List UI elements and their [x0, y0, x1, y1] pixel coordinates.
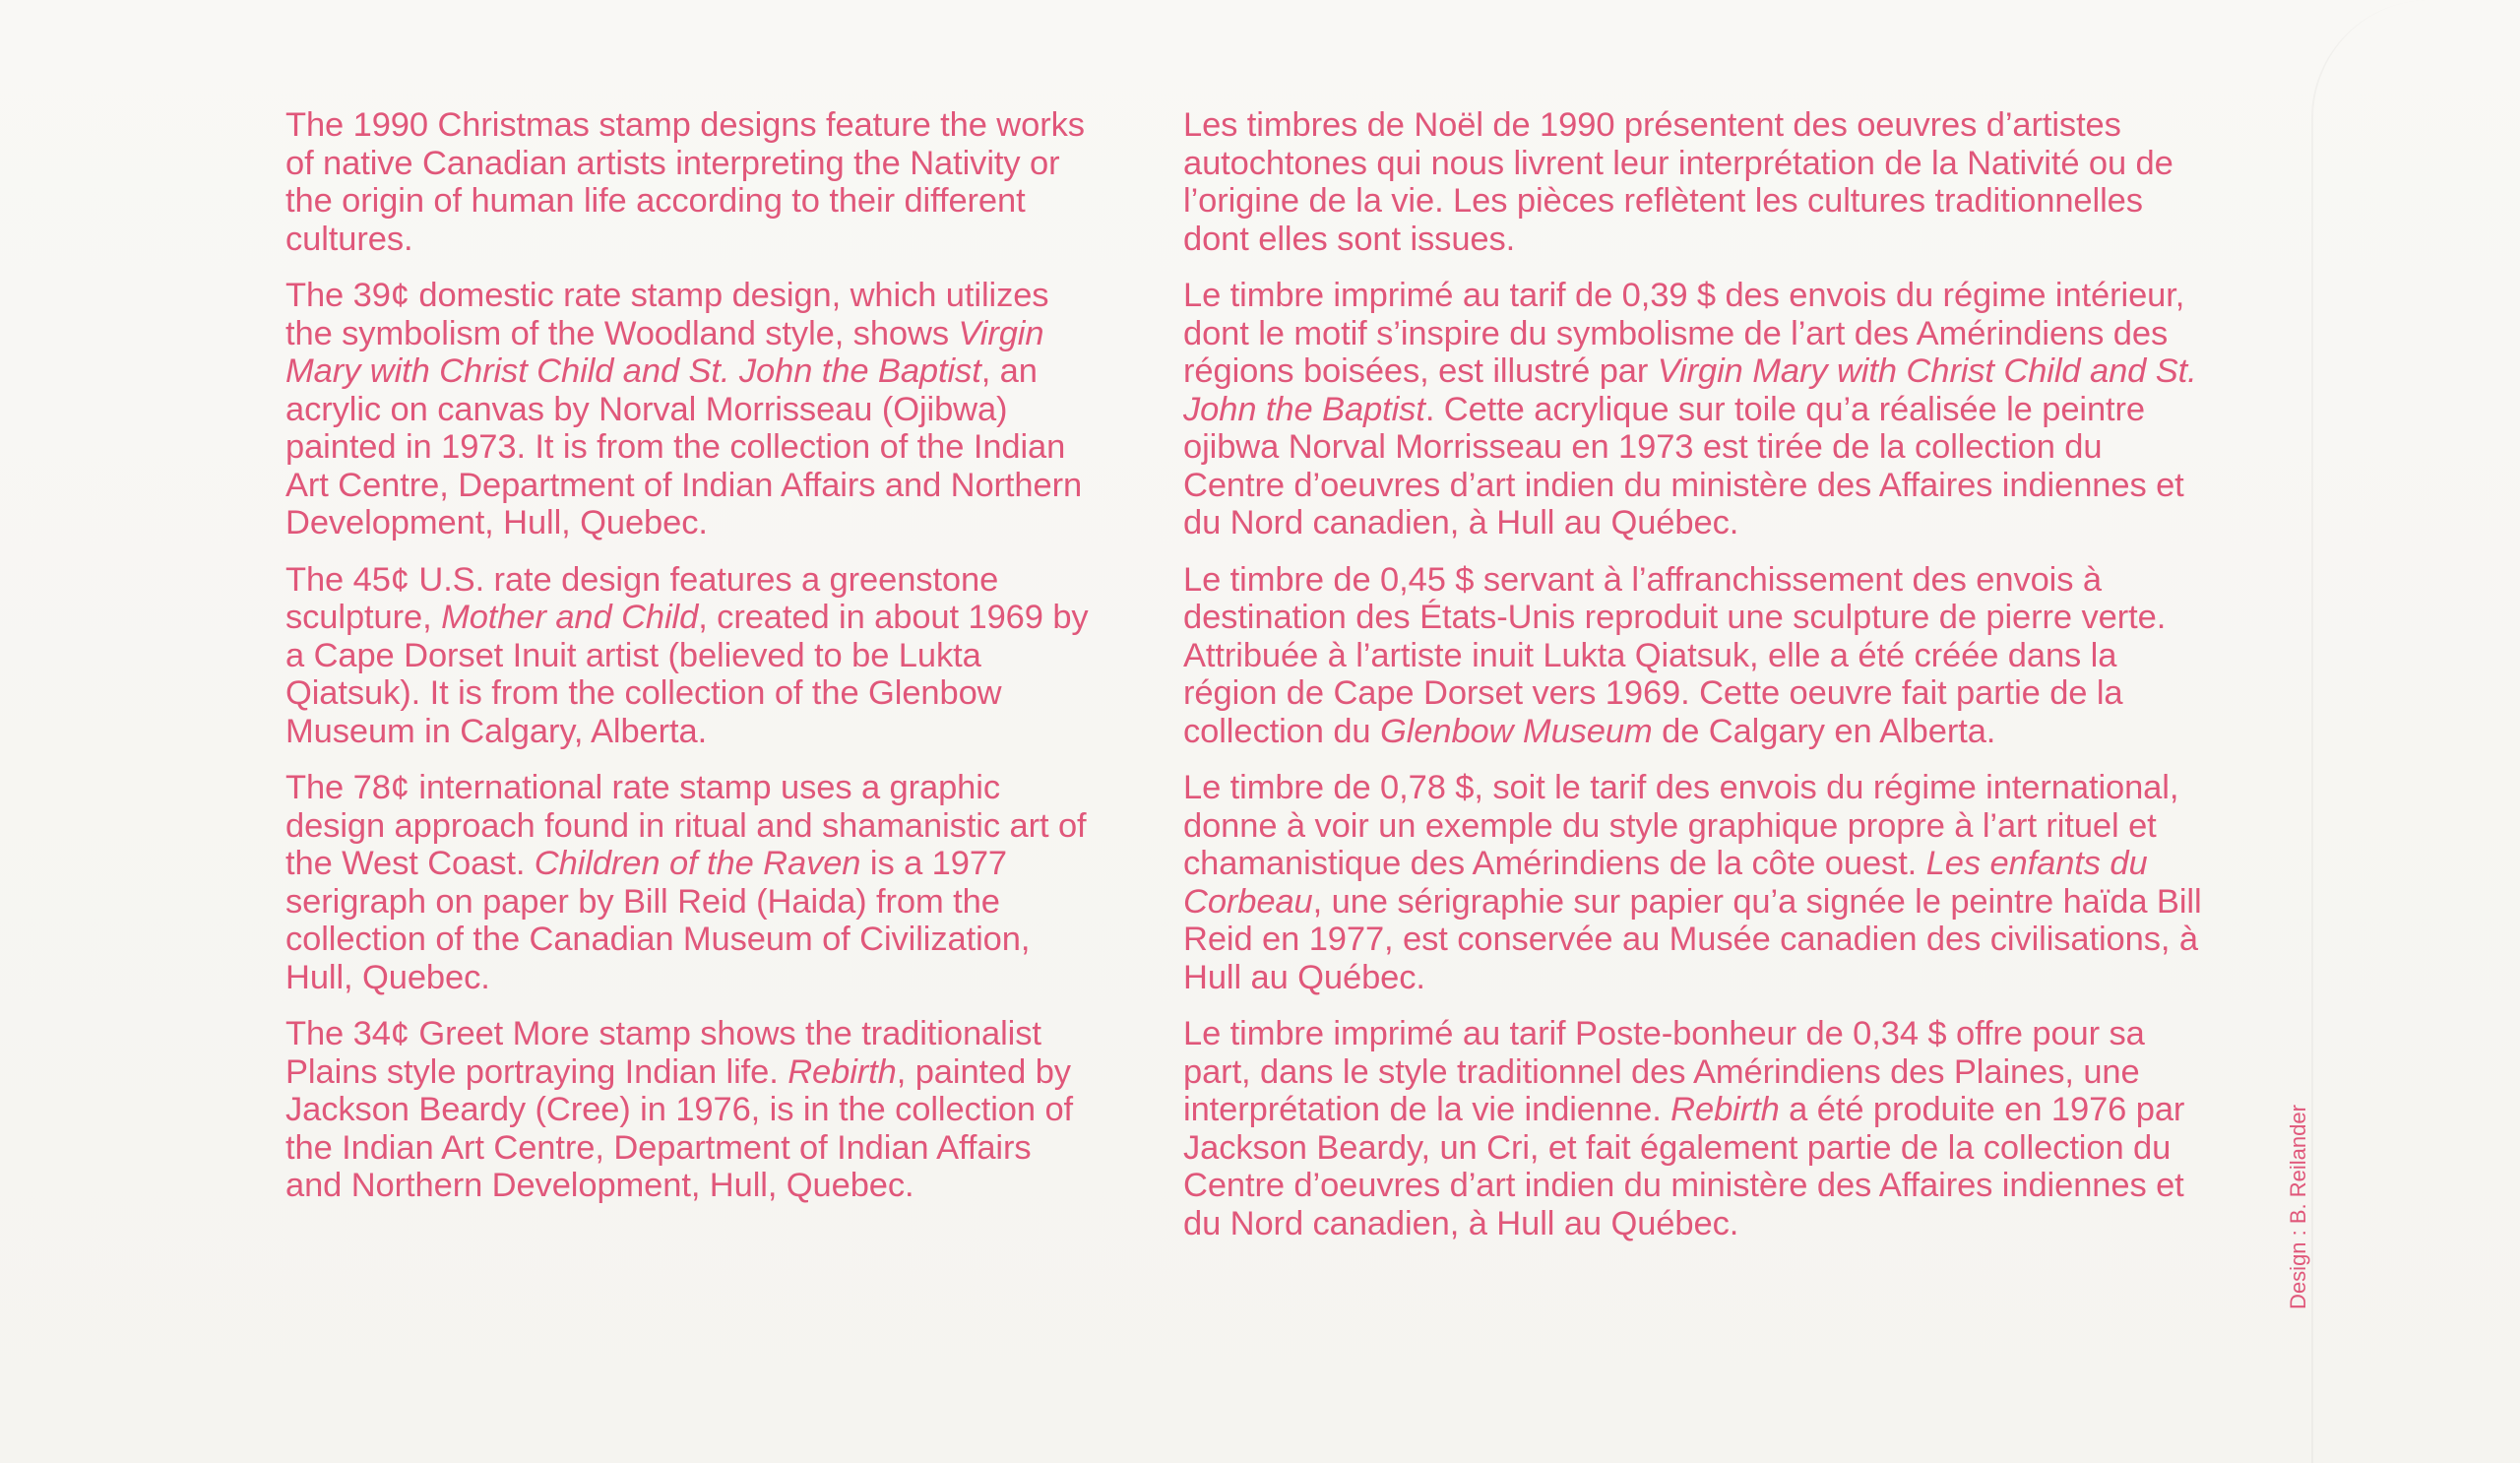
english-paragraph-3: [285, 561, 1093, 751]
text-run: Les timbres de Noël de 1990 présentent des oeuvres d’artistes autochtones qui nous livrent leur interprétation de la Nativité ou de l’origine de la vie. Les pièces reflètent les cultures traditionnelles dont elles sont issues.: [1183, 106, 2174, 258]
english-paragraph-5: [285, 1015, 1093, 1205]
text-run: a été produite en 1976 par Jackson Beardy, un Cri, et fait également partie de la collection du Centre d’oeuvres d’art indien du ministère des Affaires indiennes et du Nord canadien, à Hull au Québec.: [1183, 1091, 2185, 1242]
artwork-title: Virgin Mary with Christ Child and St. John the Baptist: [1183, 352, 2197, 428]
design-credit-text: Design : B. Reilander: [2286, 1105, 2310, 1309]
text-run: The 34¢ Greet More stamp shows the traditionalist Plains style portraying Indian life.: [285, 1015, 1041, 1091]
french-column: [1183, 106, 2207, 1261]
french-paragraph-2: [1183, 277, 2207, 542]
text-run: The 1990 Christmas stamp designs feature the works of native Canadian artists interpreting the Nativity or the origin of human life according to their different cultures.: [285, 106, 1085, 258]
text-run: Le timbre imprimé au tarif de 0,39 $ des envois du régime intérieur, dont le motif s’inspire du symbolisme de l’art des Amérindiens des régions boisées, est illustré par: [1183, 277, 2185, 390]
artwork-title: Children of the Raven: [534, 845, 861, 882]
text-run: , une sérigraphie sur papier qu’a signée le peintre haïda Bill Reid en 1977, est conservée au Musée canadien des civilisations, à Hull au Québec.: [1183, 882, 2202, 996]
text-run: Le timbre imprimé au tarif Poste-bonheur de 0,34 $ offre pour sa part, dans le style traditionnel des Amérindiens des Plaines, une interprétation de la vie indienne.: [1183, 1015, 2145, 1128]
text-run: Le timbre de 0,45 $ servant à l’affranchissement des envois à destination des États-Unis reproduit une sculpture de pierre verte. Attribuée à l’artiste inuit Lukta Qiatsuk, elle a été créée dans la région de Cape Dorset vers 1969. Cette oeuvre fait partie de la collection du: [1183, 560, 2167, 750]
museum-name: Glenbow Museum: [1379, 712, 1653, 750]
artwork-title: Virgin Mary with Christ Child and St. John the Baptist: [285, 314, 1044, 390]
text-run: The 39¢ domestic rate stamp design, which utilizes the symbolism of the Woodland style, shows: [285, 277, 1049, 352]
french-paragraph-5: [1183, 1015, 2207, 1242]
text-run: , created in about 1969 by a Cape Dorset Inuit artist (believed to be Lukta Qiatsuk). It is from the collection of the Glenbow Museum in Calgary, Alberta.: [285, 599, 1089, 750]
envelope-flap-edge: [2311, 0, 2520, 1463]
artwork-title: Rebirth: [1670, 1091, 1780, 1128]
english-paragraph-2: [285, 277, 1093, 542]
artwork-title: Rebirth: [788, 1052, 897, 1091]
artwork-title: Mother and Child: [441, 599, 699, 636]
text-run: The 78¢ international rate stamp uses a graphic design approach found in ritual and shamanistic art of the West Coast.: [285, 769, 1087, 882]
french-paragraph-4: [1183, 769, 2207, 996]
text-run: , painted by Jackson Beardy (Cree) in 1976, is in the collection of the Indian Art Centre, Department of Indian Affairs and Northern Development, Hull, Quebec.: [285, 1052, 1074, 1204]
text-run: The 45¢ U.S. rate design features a greenstone sculpture,: [285, 560, 999, 636]
english-paragraph-1: [285, 106, 1093, 258]
text-run: Le timbre de 0,78 $, soit le tarif des envois du régime international, donne à voir un exemple du style graphique propre à l’art rituel et chamanistique des Amérindiens de la côte ouest.: [1183, 769, 2179, 882]
text-run: . Cette acrylique sur toile qu’a réalisée le peintre ojibwa Norval Morrisseau en 1973 est tirée de la collection du Centre d’oeuvres d’art indien du ministère des Affaires indiennes et du Nord canadien, à Hull au Québec.: [1183, 390, 2184, 541]
french-paragraph-1: [1183, 106, 2207, 258]
artwork-title: Les enfants du Corbeau: [1183, 845, 2148, 921]
french-paragraph-3: [1183, 561, 2207, 751]
text-run: is a 1977 serigraph on paper by Bill Reid (Haida) from the collection of the Canadian Museum of Civilization, Hull, Quebec.: [285, 845, 1031, 996]
english-paragraph-4: [285, 769, 1093, 996]
english-column: [285, 106, 1093, 1224]
text-run: de Calgary en Alberta.: [1652, 712, 1996, 750]
design-credit: [2282, 1093, 2315, 1321]
text-run: , an acrylic on canvas by Norval Morrisseau (Ojibwa) painted in 1973. It is from the collection of the Indian Art Centre, Department of Indian Affairs and Northern Development, Hull, Quebec.: [285, 352, 1083, 541]
